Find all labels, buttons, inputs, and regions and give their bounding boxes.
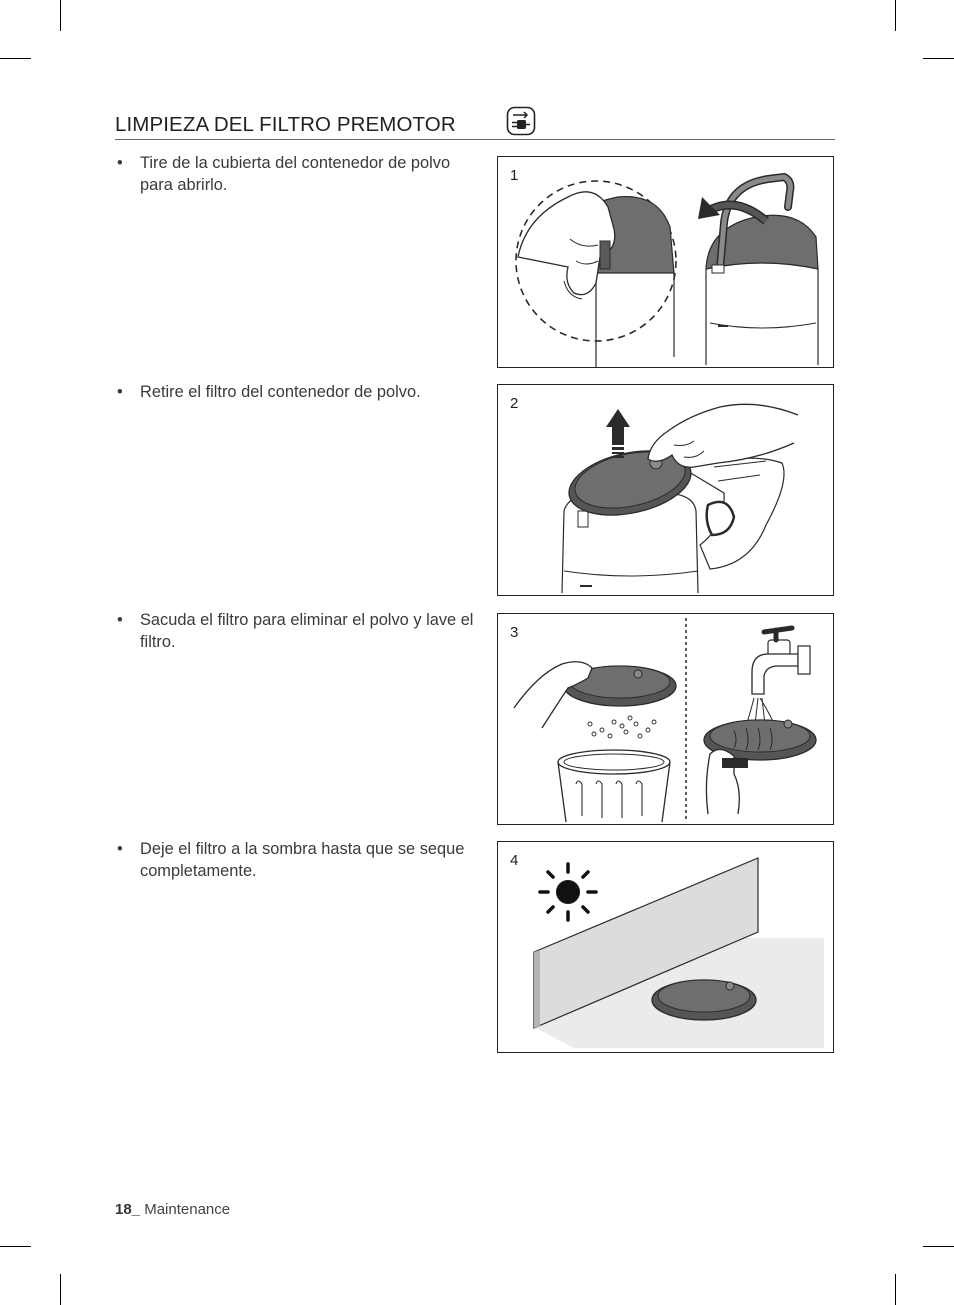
figure-panel-2 — [497, 384, 834, 596]
section-title: LIMPIEZA DEL FILTRO PREMOTOR — [115, 113, 456, 136]
bullet: • — [117, 383, 123, 401]
crop-mark — [895, 1274, 896, 1305]
footer-section-name: Maintenance — [144, 1201, 231, 1218]
dry-shade-illustration — [498, 842, 834, 1053]
bullet: • — [117, 154, 123, 172]
figure-panel-1 — [497, 156, 834, 368]
step-text: Retire el filtro del contenedor de polvo. — [140, 383, 421, 401]
title-divider — [115, 139, 835, 140]
crop-mark — [895, 0, 896, 31]
bullet: • — [117, 840, 123, 858]
step-text: Deje el filtro a la sombra hasta que se seque completamente. — [140, 840, 465, 880]
crop-mark — [923, 58, 954, 59]
figure-number: 3 — [510, 624, 519, 641]
sun-icon — [540, 864, 596, 920]
figure-panel-3 — [497, 613, 834, 825]
crop-mark — [0, 58, 31, 59]
page-footer — [115, 1201, 230, 1218]
crop-mark — [60, 1274, 61, 1305]
section-header — [115, 106, 835, 140]
step-text: Tire de la cubierta del contenedor de polvo para abrirlo. — [140, 154, 451, 194]
figure-panel-4 — [497, 841, 834, 1053]
filter-maintenance-icon — [506, 106, 536, 136]
figure-number: 4 — [510, 852, 519, 869]
step-text: Sacuda el filtro para eliminar el polvo y lave el filtro. — [140, 611, 474, 651]
crop-mark — [60, 0, 61, 31]
crop-mark — [0, 1246, 31, 1247]
figure-number: 1 — [510, 167, 519, 184]
figure-number: 2 — [510, 395, 519, 412]
bullet: • — [117, 611, 123, 629]
shake-wash-illustration — [498, 614, 834, 825]
open-cover-illustration — [498, 157, 834, 368]
remove-filter-illustration — [498, 385, 834, 596]
crop-mark — [923, 1246, 954, 1247]
page-number: 18_ — [115, 1201, 141, 1218]
